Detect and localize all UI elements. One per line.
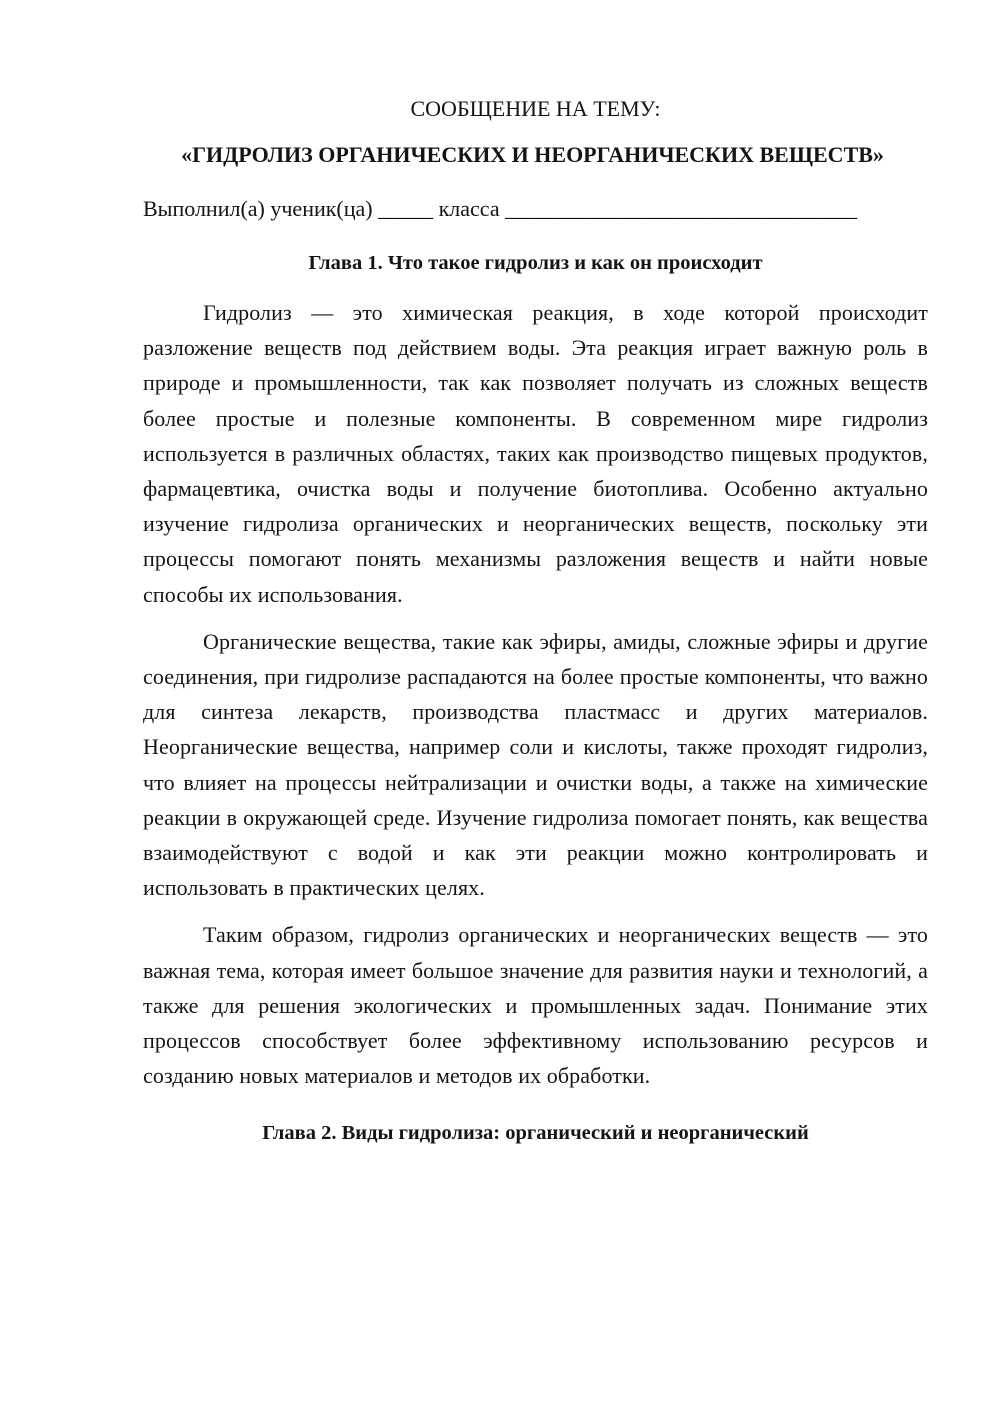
chapter-2-heading: Глава 2. Виды гидролиза: органический и неорганический (262, 1122, 809, 1145)
chapter-1-heading: Глава 1. Что такое гидролиз и как он происходит (308, 252, 763, 274)
chapter-1-paragraph-2: Органические вещества, такие как эфиры, амиды, сложные эфиры и другие соединения, при гидролизе распадаются на более простые компоненты, что важно для синтеза лекарств, производства пластмасс и других материалов. Неорганические вещества, например соли и кислоты, также проходят гидролиз, что влияет на процессы нейтрализации и очистки воды, а также на химические реакции в окружающей среде. Изучение гидролиза помогает понять, как вещества взаимодействуют с водой и как эти реакции можно контролировать и использовать в практических целях. (143, 628, 928, 901)
document-title: СООБЩЕНИЕ НА ТЕМУ: (410, 96, 661, 121)
chapter-1-paragraph-3: Таким образом, гидролиз органических и неорганических веществ — это важная тема, которая имеет большое значение для развития науки и технологий, а также для решения экологических и промышленных задач. Понимание этих процессов способствует более эффективному использованию ресурсов и созданию новых материалов и методов их обработки. (143, 922, 928, 1089)
chapter-1-paragraph-1: Гидролиз — это химическая реакция, в ходе которой происходит разложение веществ под действием воды. Эта реакция играет важную роль в природе и промышленности, так как позволяет получать из сложных веществ более простые и полезные компоненты. В современном мире гидролиз используется в различных областях, таких как производство пищевых продуктов, фармацевтика, очистка воды и получение биотоплива. Особенно актуально изучение гидролиза органических и неорганических веществ, поскольку эти процессы помогают понять механизмы разложения веществ и найти новые способы их использования. (143, 300, 928, 607)
document-subtitle: «ГИДРОЛИЗ ОРГАНИЧЕСКИХ И НЕОРГАНИЧЕСКИХ ВЕЩЕСТВ» (181, 142, 884, 167)
author-line: Выполнил(а) ученик(ца) _____ класса ________________________________ (143, 196, 858, 221)
document-page (143, 93, 928, 1149)
